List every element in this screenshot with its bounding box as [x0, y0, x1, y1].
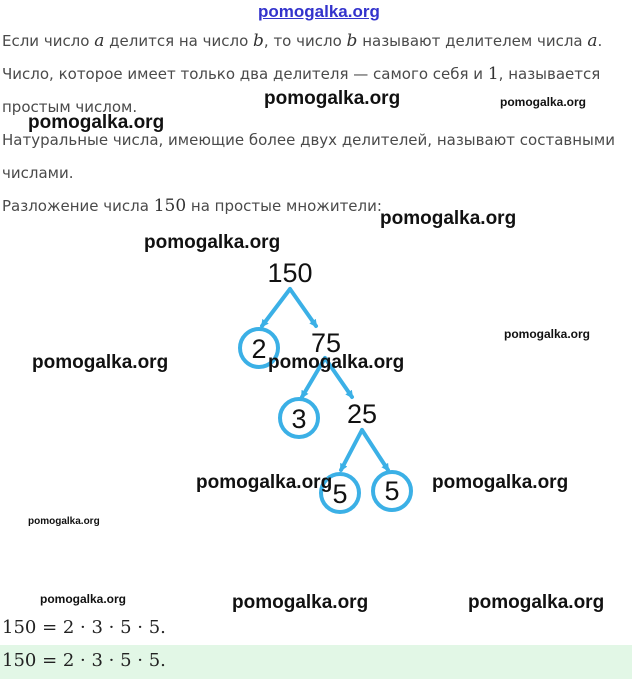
watermark[interactable]: pomogalka.org — [28, 516, 100, 527]
watermark[interactable]: pomogalka.org — [268, 352, 405, 373]
watermark[interactable]: pomogalka.org — [468, 592, 605, 613]
paragraph-composite-line2: числами. — [2, 164, 74, 182]
answer-formula: 150 = 2 · 3 · 5 · 5. — [2, 650, 166, 671]
watermark[interactable]: pomogalka.org — [40, 592, 127, 606]
watermark[interactable]: pomogalka.org — [28, 112, 165, 133]
text: Если число — [2, 32, 95, 50]
paragraph-prime-line2: простым числом. — [2, 98, 138, 116]
watermark[interactable]: pomogalka.org — [196, 472, 333, 493]
watermark[interactable]: pomogalka.org — [32, 352, 169, 373]
tree-node-prime: 2 — [251, 334, 267, 364]
tree-node-prime: 5 — [384, 476, 400, 506]
number-one: 1 — [487, 64, 499, 84]
watermark[interactable]: pomogalka.org — [380, 208, 517, 229]
number-150: 150 — [153, 196, 187, 216]
tree-node-prime: 5 — [332, 479, 348, 509]
text: . — [597, 32, 603, 50]
watermark[interactable]: pomogalka.org — [264, 88, 401, 109]
text: называют делителем числа — [357, 32, 588, 50]
tree-branch — [362, 430, 388, 470]
text: , то число — [263, 32, 347, 50]
var-b: b — [253, 31, 264, 51]
text: на простые множители: — [186, 197, 382, 215]
watermark[interactable]: pomogalka.org — [232, 592, 369, 613]
var-a: a — [94, 31, 105, 51]
watermark[interactable]: pomogalka.org — [432, 472, 569, 493]
tree-node-composite: 75 — [310, 328, 342, 358]
tree-branch — [341, 430, 362, 470]
watermark[interactable]: pomogalka.org — [504, 327, 591, 341]
tree-node-prime: 3 — [291, 404, 307, 434]
watermark[interactable]: pomogalka.org — [500, 95, 587, 109]
text: , называется — [498, 65, 601, 83]
text: делится на число — [104, 32, 254, 50]
var-b: b — [346, 31, 358, 51]
var-a: a — [587, 31, 598, 51]
tree-branch — [262, 289, 290, 326]
tree-node-root: 150 — [267, 258, 313, 288]
factorization-formula: 150 = 2 · 3 · 5 · 5. — [2, 617, 166, 638]
tree-node-composite: 25 — [346, 399, 378, 429]
tree-branch — [290, 289, 316, 326]
text: Разложение числа — [2, 197, 154, 215]
watermark-top[interactable]: pomogalka.org — [258, 2, 380, 21]
text: Число, которое имеет только два делителя — самого себя и — [2, 65, 488, 83]
watermark[interactable]: pomogalka.org — [144, 232, 281, 253]
paragraph-composite-line1: Натуральные числа, имеющие более двух делителей, называют составными — [2, 131, 615, 149]
